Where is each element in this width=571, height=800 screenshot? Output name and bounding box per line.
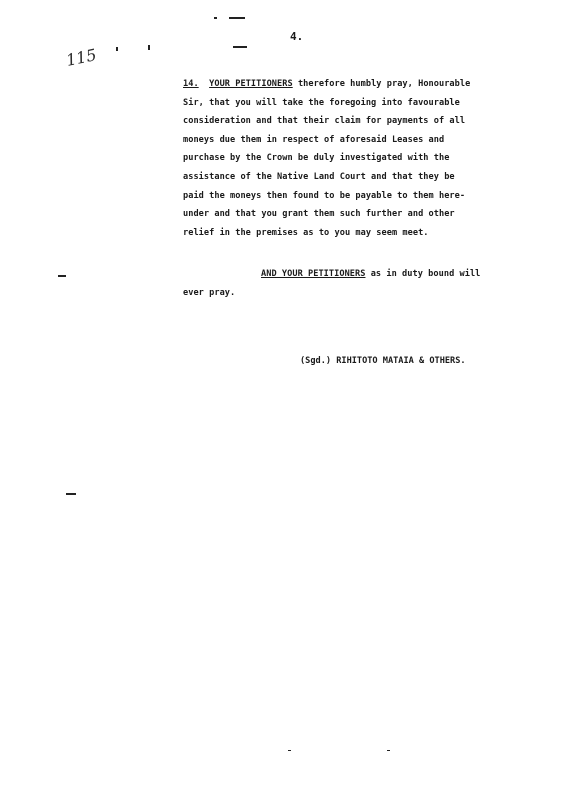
signature-line: (Sgd.) RIHITOTO MATAIA & OTHERS. (300, 356, 466, 366)
scan-mark (233, 46, 247, 48)
scan-mark (214, 17, 217, 19)
petitioners-heading: YOUR PETITIONERS (209, 79, 293, 89)
closing-line-text: as in duty bound will (365, 269, 481, 279)
handwritten-reference: 115 (64, 45, 99, 70)
closing-paragraph (183, 265, 528, 302)
paragraph-line: consideration and that their claim for payments of all (183, 116, 466, 127)
paragraph-line: assistance of the Native Land Court and that they be (183, 171, 455, 182)
paragraph-number: 14. (183, 79, 199, 89)
scan-mark (66, 493, 76, 495)
page-number: 4. (290, 30, 304, 43)
paragraph-line: relief in the premises as to you may seem meet. (183, 227, 429, 238)
scan-mark (148, 45, 150, 50)
paragraph-line: under and that you grant them such further and other (183, 209, 455, 220)
paragraph-first-line (183, 75, 528, 94)
paragraph-line-text: therefore humbly pray, Honourable (292, 79, 471, 89)
scan-mark (116, 47, 118, 51)
paragraph-line: purchase by the Crown be duly investigated with the (183, 153, 450, 164)
paragraph-14 (183, 75, 528, 242)
paragraph-line: Sir, that you will take the foregoing into favourable (183, 97, 460, 108)
paragraph-line: moneys due them in respect of aforesaid Leases and (183, 134, 445, 145)
scan-mark (288, 750, 291, 751)
closing-heading: AND YOUR PETITIONERS (261, 269, 366, 279)
closing-second-line: ever pray. (183, 287, 236, 298)
scan-mark (229, 17, 245, 19)
closing-first-line (183, 265, 528, 284)
scan-mark (387, 750, 390, 751)
scan-mark (58, 275, 66, 277)
paragraph-line: paid the moneys then found to be payable to them here- (183, 190, 466, 201)
